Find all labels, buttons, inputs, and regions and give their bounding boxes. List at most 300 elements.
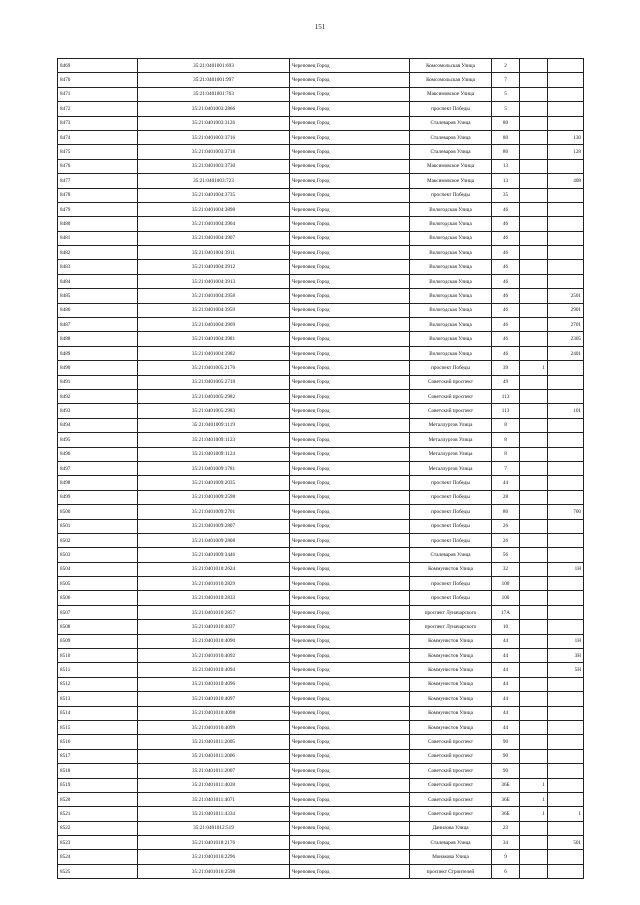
row-number-cell: 8495 — [58, 433, 138, 447]
row-number-cell: 8476 — [58, 159, 138, 173]
cadastral-number-cell: 35:21:0401004:3911 — [138, 246, 290, 260]
cadastral-number-cell: 35:21:0401010:4037 — [138, 620, 290, 634]
apartment-cell — [548, 692, 584, 706]
table-row — [58, 677, 584, 691]
apartment-cell — [548, 87, 584, 101]
table-row — [58, 864, 584, 878]
street-cell: Советский проспект — [410, 375, 492, 389]
city-cell: Череповец Город — [290, 533, 410, 547]
building-cell — [520, 116, 548, 130]
street-cell: Вологодская Улица — [410, 318, 492, 332]
house-number-cell: 26 — [492, 533, 520, 547]
row-number-cell: 8489 — [58, 346, 138, 360]
city-cell: Череповец Город — [290, 303, 410, 317]
apartment-cell — [548, 577, 584, 591]
row-number-cell: 8505 — [58, 577, 138, 591]
street-cell: Вологодская Улица — [410, 260, 492, 274]
street-cell: Советский проспект — [410, 764, 492, 778]
cadastral-number-cell: 35:21:0401005:2982 — [138, 389, 290, 403]
apartment-cell — [548, 476, 584, 490]
street-cell: проспект Победы — [410, 591, 492, 605]
cadastral-number-cell: 35:21:0401011:2005 — [138, 735, 290, 749]
city-cell: Череповец Город — [290, 289, 410, 303]
building-cell — [520, 418, 548, 432]
street-cell: Советский проспект — [410, 792, 492, 806]
building-cell — [520, 864, 548, 878]
row-number-cell: 8501 — [58, 519, 138, 533]
apartment-cell — [548, 821, 584, 835]
building-cell — [520, 461, 548, 475]
house-number-cell: 5 — [492, 87, 520, 101]
apartment-cell — [548, 246, 584, 260]
city-cell: Череповец Город — [290, 677, 410, 691]
house-number-cell: 26 — [492, 519, 520, 533]
cadastral-number-cell: 35:21:0401010:4094 — [138, 663, 290, 677]
building-cell — [520, 375, 548, 389]
table-row — [58, 692, 584, 706]
city-cell: Череповец Город — [290, 605, 410, 619]
house-number-cell: 46 — [492, 246, 520, 260]
table-row — [58, 792, 584, 806]
cadastral-number-cell: 35:21:0401010:4096 — [138, 677, 290, 691]
apartment-cell: 130 — [548, 130, 584, 144]
row-number-cell: 8474 — [58, 130, 138, 144]
city-cell: Череповец Город — [290, 361, 410, 375]
apartment-cell: 1Н — [548, 562, 584, 576]
house-number-cell: 46 — [492, 332, 520, 346]
apartment-cell — [548, 706, 584, 720]
city-cell: Череповец Город — [290, 663, 410, 677]
table-row — [58, 231, 584, 245]
cadastral-number-cell: 35:21:0401005:2983 — [138, 404, 290, 418]
table-row — [58, 807, 584, 821]
table-row — [58, 821, 584, 835]
table-row — [58, 850, 584, 864]
street-cell: Металлургов Улица — [410, 447, 492, 461]
table-row — [58, 749, 584, 763]
house-number-cell: 44 — [492, 634, 520, 648]
building-cell — [520, 634, 548, 648]
row-number-cell: 8492 — [58, 389, 138, 403]
apartment-cell — [548, 73, 584, 87]
city-cell: Череповец Город — [290, 389, 410, 403]
row-number-cell: 8494 — [58, 418, 138, 432]
house-number-cell: 46 — [492, 202, 520, 216]
table-row — [58, 389, 584, 403]
cadastral-number-cell: 35:21:0401009:1124 — [138, 447, 290, 461]
cadastral-number-cell: 35:21:0401010:2833 — [138, 591, 290, 605]
row-number-cell: 8509 — [58, 634, 138, 648]
street-cell: Комсомольская Улица — [410, 59, 492, 73]
street-cell: Металлургов Улица — [410, 418, 492, 432]
building-cell — [520, 519, 548, 533]
cadastral-number-cell: 35:21:0401010:4099 — [138, 720, 290, 734]
city-cell: Череповец Город — [290, 764, 410, 778]
city-cell: Череповец Город — [290, 231, 410, 245]
table-row — [58, 778, 584, 792]
house-number-cell: 46 — [492, 289, 520, 303]
building-cell — [520, 73, 548, 87]
row-number-cell: 8502 — [58, 533, 138, 547]
row-number-cell: 8486 — [58, 303, 138, 317]
street-cell: Вологодская Улица — [410, 289, 492, 303]
table-row — [58, 591, 584, 605]
cadastral-number-cell: 35:21:0401004:3904 — [138, 217, 290, 231]
apartment-cell: 5Н — [548, 663, 584, 677]
city-cell: Череповец Город — [290, 519, 410, 533]
row-number-cell: 8510 — [58, 649, 138, 663]
building-cell — [520, 289, 548, 303]
city-cell: Череповец Город — [290, 332, 410, 346]
city-cell: Череповец Город — [290, 87, 410, 101]
city-cell: Череповец Город — [290, 836, 410, 850]
building-cell — [520, 490, 548, 504]
apartment-cell — [548, 260, 584, 274]
cadastral-number-cell: 35:21:0401010:2857 — [138, 605, 290, 619]
row-number-cell: 8473 — [58, 116, 138, 130]
building-cell — [520, 433, 548, 447]
cadastral-number-cell: 35:21:0401004:3982 — [138, 346, 290, 360]
building-cell — [520, 389, 548, 403]
street-cell: Вологодская Улица — [410, 332, 492, 346]
apartment-cell — [548, 864, 584, 878]
row-number-cell: 8480 — [58, 217, 138, 231]
street-cell: Коммунистов Улица — [410, 634, 492, 648]
row-number-cell: 8477 — [58, 174, 138, 188]
building-cell — [520, 274, 548, 288]
row-number-cell: 8513 — [58, 692, 138, 706]
house-number-cell: 23 — [492, 821, 520, 835]
apartment-cell — [548, 677, 584, 691]
street-cell: Сталеваров Улица — [410, 116, 492, 130]
house-number-cell: 56 — [492, 548, 520, 562]
city-cell: Череповец Город — [290, 174, 410, 188]
building-cell — [520, 677, 548, 691]
house-number-cell: 44 — [492, 692, 520, 706]
row-number-cell: 8475 — [58, 145, 138, 159]
building-cell — [520, 663, 548, 677]
house-number-cell: 113 — [492, 389, 520, 403]
row-number-cell: 8471 — [58, 87, 138, 101]
table-row — [58, 548, 584, 562]
cadastral-number-cell: 35:21:0401010:2624 — [138, 562, 290, 576]
apartment-cell — [548, 764, 584, 778]
apartment-cell — [548, 59, 584, 73]
row-number-cell: 8506 — [58, 591, 138, 605]
cadastral-number-cell: 35:21:0401009:1781 — [138, 461, 290, 475]
apartment-cell — [548, 519, 584, 533]
cadastral-number-cell: 35:21:0401010:2829 — [138, 577, 290, 591]
row-number-cell: 8504 — [58, 562, 138, 576]
apartment-cell: 1Н — [548, 634, 584, 648]
row-number-cell: 8485 — [58, 289, 138, 303]
table-row — [58, 519, 584, 533]
street-cell: Сталеваров Улица — [410, 130, 492, 144]
row-number-cell: 8493 — [58, 404, 138, 418]
city-cell: Череповец Город — [290, 548, 410, 562]
city-cell: Череповец Город — [290, 274, 410, 288]
street-cell: Данилова Улица — [410, 821, 492, 835]
city-cell: Череповец Город — [290, 375, 410, 389]
apartment-cell: 128 — [548, 145, 584, 159]
cadastral-number-cell: 35:21:0401005:2176 — [138, 361, 290, 375]
house-number-cell: 46 — [492, 346, 520, 360]
street-cell: проспект Победы — [410, 361, 492, 375]
row-number-cell: 8520 — [58, 792, 138, 806]
house-number-cell: 90 — [492, 735, 520, 749]
city-cell: Череповец Город — [290, 649, 410, 663]
apartment-cell: 408 — [548, 174, 584, 188]
cadastral-number-cell: 35:21:0401011:4028 — [138, 778, 290, 792]
cadastral-number-cell: 35:21:0401011:2006 — [138, 749, 290, 763]
house-number-cell: 90 — [492, 749, 520, 763]
row-number-cell: 8525 — [58, 864, 138, 878]
table-row — [58, 116, 584, 130]
building-cell — [520, 836, 548, 850]
building-cell — [520, 404, 548, 418]
house-number-cell: 7 — [492, 461, 520, 475]
apartment-cell — [548, 447, 584, 461]
table-row — [58, 361, 584, 375]
city-cell: Череповец Город — [290, 778, 410, 792]
city-cell: Череповец Город — [290, 476, 410, 490]
city-cell: Череповец Город — [290, 821, 410, 835]
house-number-cell: 80 — [492, 145, 520, 159]
city-cell: Череповец Город — [290, 620, 410, 634]
cadastral-number-cell: 35:21:0401010:4098 — [138, 706, 290, 720]
row-number-cell: 8511 — [58, 663, 138, 677]
street-cell: Советский проспект — [410, 404, 492, 418]
table-row — [58, 303, 584, 317]
building-cell — [520, 332, 548, 346]
cadastral-number-cell: 35:21:0401009:1119 — [138, 418, 290, 432]
street-cell: Коммунистов Улица — [410, 649, 492, 663]
street-cell: Коммунистов Улица — [410, 663, 492, 677]
row-number-cell: 8487 — [58, 318, 138, 332]
city-cell: Череповец Город — [290, 433, 410, 447]
street-cell: Вологодская Улица — [410, 303, 492, 317]
city-cell: Череповец Город — [290, 692, 410, 706]
cadastral-number-cell: 35:21:0401004:3913 — [138, 274, 290, 288]
building-cell — [520, 505, 548, 519]
house-number-cell: 32 — [492, 562, 520, 576]
table-row — [58, 318, 584, 332]
building-cell — [520, 346, 548, 360]
house-number-cell: 8 — [492, 418, 520, 432]
house-number-cell: 9 — [492, 850, 520, 864]
building-cell: 1 — [520, 792, 548, 806]
city-cell: Череповец Город — [290, 145, 410, 159]
table-row — [58, 620, 584, 634]
house-number-cell: 46 — [492, 274, 520, 288]
building-cell — [520, 174, 548, 188]
property-registry-table — [57, 58, 584, 879]
apartment-cell: 2305 — [548, 332, 584, 346]
cadastral-number-cell: 35:21:0401003:3716 — [138, 130, 290, 144]
city-cell: Череповец Город — [290, 130, 410, 144]
cadastral-number-cell: 35:21:0401003:3126 — [138, 116, 290, 130]
street-cell: Вологодская Улица — [410, 274, 492, 288]
apartment-cell — [548, 720, 584, 734]
house-number-cell: 7 — [492, 73, 520, 87]
row-number-cell: 8523 — [58, 836, 138, 850]
row-number-cell: 8522 — [58, 821, 138, 835]
building-cell: 1 — [520, 807, 548, 821]
cadastral-number-cell: 35:21:0401011:2007 — [138, 764, 290, 778]
street-cell: проспект Луначарского — [410, 605, 492, 619]
street-cell: Советский проспект — [410, 778, 492, 792]
city-cell: Череповец Город — [290, 202, 410, 216]
house-number-cell: 34 — [492, 836, 520, 850]
cadastral-number-cell: 35:21:0401003:723 — [138, 174, 290, 188]
street-cell: проспект Строителей — [410, 864, 492, 878]
house-number-cell: 80 — [492, 505, 520, 519]
row-number-cell: 8519 — [58, 778, 138, 792]
city-cell: Череповец Город — [290, 720, 410, 734]
city-cell: Череповец Город — [290, 735, 410, 749]
house-number-cell: 80 — [492, 116, 520, 130]
house-number-cell: 17А — [492, 605, 520, 619]
city-cell: Череповец Город — [290, 418, 410, 432]
city-cell: Череповец Город — [290, 634, 410, 648]
building-cell — [520, 548, 548, 562]
cadastral-number-cell: 35:21:0401010:4092 — [138, 649, 290, 663]
building-cell — [520, 102, 548, 116]
cadastral-number-cell: 35:21:0401010:4090 — [138, 634, 290, 648]
apartment-cell — [548, 188, 584, 202]
city-cell: Череповец Город — [290, 260, 410, 274]
cadastral-number-cell: 35:21:0401009:2808 — [138, 533, 290, 547]
city-cell: Череповец Город — [290, 73, 410, 87]
row-number-cell: 8516 — [58, 735, 138, 749]
street-cell: Коммунистов Улица — [410, 692, 492, 706]
city-cell: Череповец Город — [290, 116, 410, 130]
row-number-cell: 8497 — [58, 461, 138, 475]
cadastral-number-cell: 35:21:0401009:3446 — [138, 548, 290, 562]
city-cell: Череповец Город — [290, 461, 410, 475]
page-number: 151 — [314, 23, 326, 31]
table-row — [58, 706, 584, 720]
building-cell — [520, 447, 548, 461]
row-number-cell: 8472 — [58, 102, 138, 116]
city-cell: Череповец Город — [290, 447, 410, 461]
city-cell: Череповец Город — [290, 490, 410, 504]
cadastral-number-cell: 35:21:0401009:2035 — [138, 476, 290, 490]
street-cell: проспект Победы — [410, 102, 492, 116]
house-number-cell: 8 — [492, 433, 520, 447]
building-cell — [520, 692, 548, 706]
house-number-cell: 28 — [492, 490, 520, 504]
table-row — [58, 102, 584, 116]
cadastral-number-cell: 35:21:0401003:2866 — [138, 102, 290, 116]
cadastral-number-cell: 35:21:0401011:4071 — [138, 792, 290, 806]
building-cell — [520, 749, 548, 763]
row-number-cell: 8484 — [58, 274, 138, 288]
building-cell — [520, 562, 548, 576]
building-cell — [520, 260, 548, 274]
house-number-cell: 5 — [492, 102, 520, 116]
row-number-cell: 8512 — [58, 677, 138, 691]
table-row — [58, 73, 584, 87]
house-number-cell: 46 — [492, 217, 520, 231]
building-cell — [520, 231, 548, 245]
street-cell: Советский проспект — [410, 389, 492, 403]
building-cell — [520, 735, 548, 749]
apartment-cell — [548, 433, 584, 447]
apartment-cell — [548, 749, 584, 763]
apartment-cell — [548, 548, 584, 562]
table-row — [58, 735, 584, 749]
house-number-cell: 44 — [492, 720, 520, 734]
house-number-cell: 35 — [492, 188, 520, 202]
cadastral-number-cell: 35:21:0401009:1123 — [138, 433, 290, 447]
row-number-cell: 8500 — [58, 505, 138, 519]
apartment-cell: 3Н — [548, 649, 584, 663]
apartment-cell — [548, 375, 584, 389]
city-cell: Череповец Город — [290, 505, 410, 519]
house-number-cell: 44 — [492, 677, 520, 691]
building-cell — [520, 202, 548, 216]
city-cell: Череповец Город — [290, 346, 410, 360]
table-row — [58, 836, 584, 850]
row-number-cell: 8470 — [58, 73, 138, 87]
house-number-cell: 44 — [492, 476, 520, 490]
apartment-cell — [548, 778, 584, 792]
apartment-cell: 2501 — [548, 289, 584, 303]
house-number-cell: 44 — [492, 663, 520, 677]
cadastral-number-cell: 35:21:0401004:3981 — [138, 332, 290, 346]
house-number-cell: 8 — [492, 447, 520, 461]
building-cell — [520, 591, 548, 605]
cadastral-number-cell: 35:21:0401004:3735 — [138, 188, 290, 202]
table-row — [58, 663, 584, 677]
building-cell — [520, 850, 548, 864]
apartment-cell — [548, 231, 584, 245]
house-number-cell: 100 — [492, 577, 520, 591]
city-cell: Череповец Город — [290, 246, 410, 260]
house-number-cell: 13 — [492, 174, 520, 188]
table-row — [58, 461, 584, 475]
street-cell: Монакова Улица — [410, 850, 492, 864]
house-number-cell: 46 — [492, 318, 520, 332]
building-cell — [520, 720, 548, 734]
building-cell — [520, 217, 548, 231]
street-cell: Сталеваров Улица — [410, 145, 492, 159]
building-cell — [520, 533, 548, 547]
house-number-cell: 36Б — [492, 792, 520, 806]
street-cell: проспект Победы — [410, 505, 492, 519]
table-row — [58, 720, 584, 734]
cadastral-number-cell: 35:21:0401001:763 — [138, 87, 290, 101]
house-number-cell: 46 — [492, 231, 520, 245]
building-cell — [520, 476, 548, 490]
row-number-cell: 8507 — [58, 605, 138, 619]
cadastral-number-cell: 35:21:0401016:2296 — [138, 850, 290, 864]
city-cell: Череповец Город — [290, 102, 410, 116]
city-cell: Череповец Город — [290, 562, 410, 576]
row-number-cell: 8514 — [58, 706, 138, 720]
table-row — [58, 605, 584, 619]
city-cell: Череповец Город — [290, 217, 410, 231]
building-cell — [520, 577, 548, 591]
street-cell: Советский проспект — [410, 749, 492, 763]
house-number-cell: 44 — [492, 706, 520, 720]
building-cell — [520, 59, 548, 73]
city-cell: Череповец Город — [290, 577, 410, 591]
apartment-cell — [548, 389, 584, 403]
table-row — [58, 418, 584, 432]
street-cell: Сталеваров Улица — [410, 548, 492, 562]
